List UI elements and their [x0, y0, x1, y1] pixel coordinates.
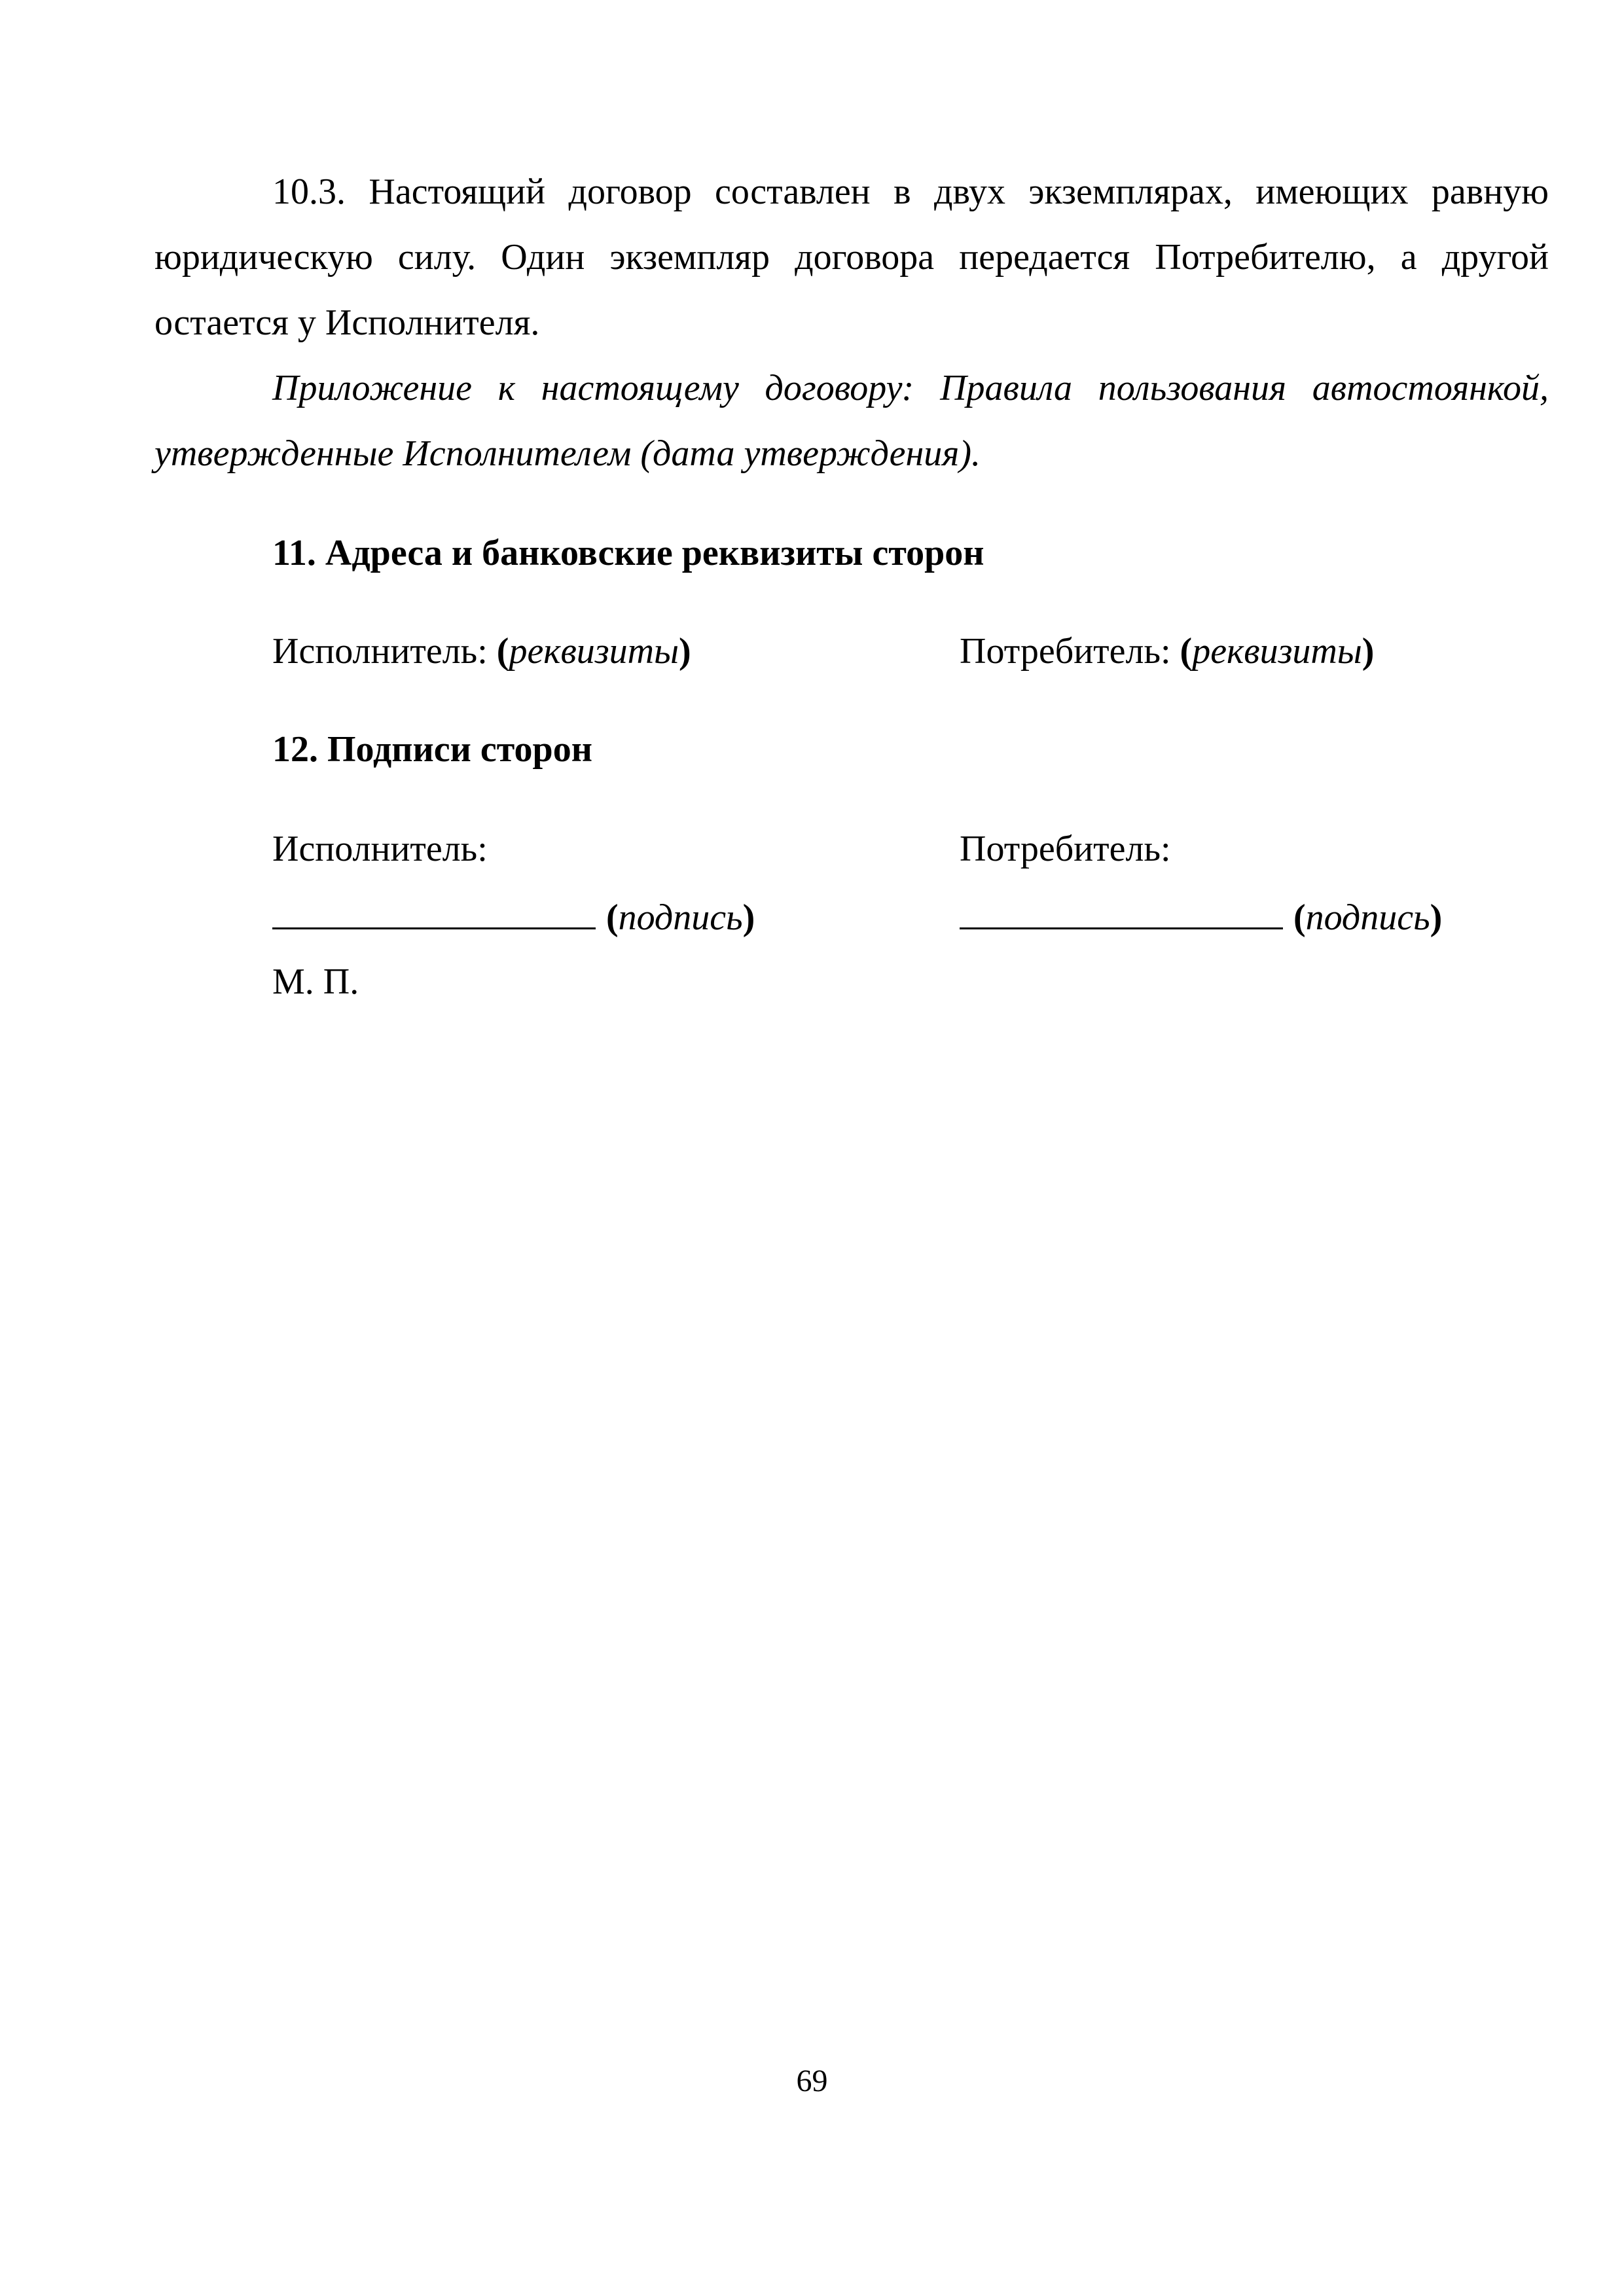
- page-number: 69: [796, 2064, 828, 2098]
- appendix-paragraph: Приложение к настоящему договору: Правила пользования автостоянкой, утвержденные Исполнителем (дата утверждения).: [154, 368, 1549, 474]
- consumer-requisites-value: реквизиты: [1192, 631, 1362, 672]
- consumer-requisites-label: Потребитель:: [960, 631, 1180, 672]
- executor-requisites-open-paren: (: [496, 631, 509, 672]
- consumer-signature-label: Потребитель:: [960, 829, 1171, 869]
- executor-signature-field: [272, 893, 755, 941]
- section-11-heading: 11. Адреса и банковские реквизиты сторон: [272, 533, 984, 573]
- consumer-requisites: [960, 628, 1374, 674]
- consumer-signature-open-paren: (: [1293, 897, 1306, 938]
- executor-requisites-value: реквизиты: [509, 631, 679, 672]
- consumer-signature-blank-line: [960, 893, 1283, 929]
- executor-signature-close-paren: ): [742, 897, 755, 938]
- consumer-signature-hint: подпись: [1305, 897, 1430, 938]
- executor-signature-label: Исполнитель:: [272, 829, 488, 869]
- executor-signature-hint: подпись: [618, 897, 743, 938]
- consumer-signature-close-paren: ): [1430, 897, 1443, 938]
- executor-signature-open-paren: (: [606, 897, 619, 938]
- consumer-requisites-close-paren: ): [1362, 631, 1375, 672]
- stamp-place-label: М. П.: [272, 961, 359, 1002]
- executor-requisites-close-paren: ): [679, 631, 691, 672]
- consumer-requisites-open-paren: (: [1180, 631, 1193, 672]
- executor-requisites: [272, 628, 691, 674]
- section-12-heading: 12. Подписи сторон: [272, 729, 592, 770]
- executor-signature-blank-line: [272, 893, 596, 929]
- executor-requisites-label: Исполнитель:: [272, 631, 497, 672]
- clause-10-3-paragraph: 10.3. Настоящий договор составлен в двух экземплярах, имеющих равную юридическую силу. Один экземпляр договора передается Потребителю, а другой остается у Исполнителя.: [154, 171, 1549, 343]
- consumer-signature-field: [960, 893, 1442, 941]
